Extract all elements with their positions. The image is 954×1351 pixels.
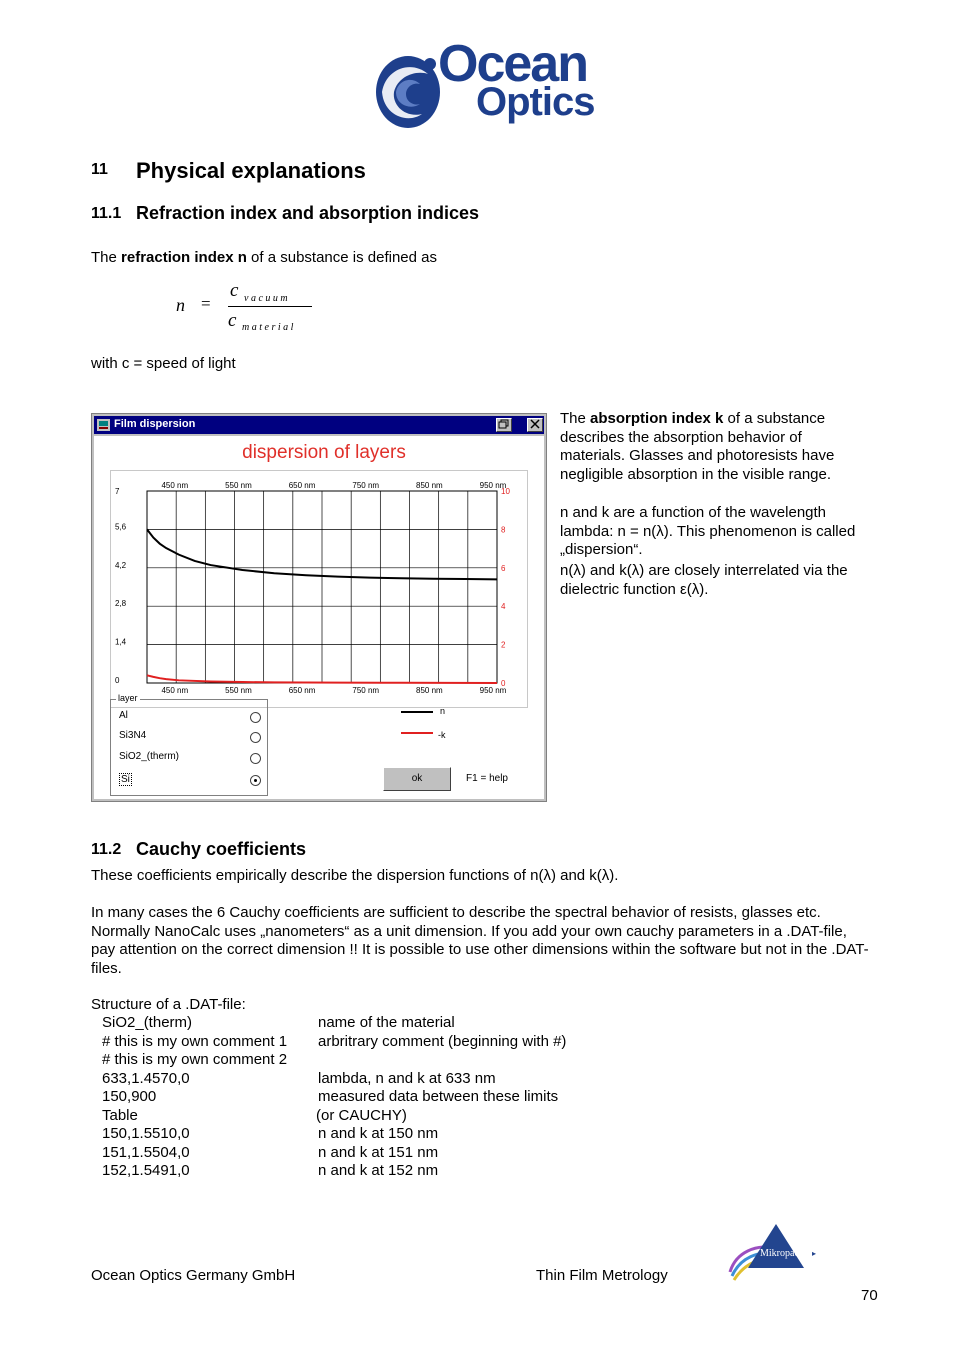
y-right-tick-label: 6 [501, 563, 506, 573]
restore-icon [498, 419, 510, 429]
formula-numerator-sub: v a c u u m [244, 293, 288, 304]
ok-button[interactable]: ok [383, 767, 451, 791]
help-hint: F1 = help [466, 773, 508, 784]
absorption-post: of a substance describes the absorption behavior of materials. Glasses and photoresists have negligible absorption in the visible range. [560, 410, 835, 483]
dat-line-code: SiO2_(therm) [102, 1014, 193, 1031]
app-icon [97, 419, 110, 431]
dat-line-code: 152,1.5491,0 [102, 1162, 190, 1179]
y-right-tick-label: 2 [501, 640, 506, 650]
absorption-pre: The [560, 410, 591, 427]
logo-word-ocean: Ocean [438, 35, 587, 93]
dispersion-chart [110, 470, 528, 708]
logo-swirl-icon [372, 48, 442, 132]
close-button[interactable] [527, 418, 543, 432]
refraction-formula [176, 278, 316, 338]
dispersion-paragraph: n and k are a function of the wavelength lambda: n = n(λ). This phenomenon is called „dispersion“. [560, 504, 856, 558]
layer-radio-al[interactable] [250, 712, 261, 723]
dat-line-code: 150,1.5510,0 [102, 1125, 190, 1142]
x-bottom-tick-label: 550 nm [225, 686, 252, 695]
formula-lhs: n [176, 295, 185, 315]
dat-line-description: lambda, n and k at 633 nm [318, 1069, 496, 1087]
intro-bold: refraction index n [121, 249, 247, 266]
y-right-tick-label: 4 [501, 602, 506, 612]
layer-label-si3n4: Si3N4 [119, 730, 147, 741]
legend-swatch-n [401, 711, 433, 713]
x-top-tick-label: 450 nm [161, 481, 189, 490]
absorption-paragraph [560, 410, 860, 484]
x-bottom-tick-label: 650 nm [288, 686, 316, 695]
x-top-tick-label: 750 nm [352, 481, 380, 490]
y-left-tick-label: 4,2 [115, 560, 127, 570]
formula-equals: = [201, 294, 211, 313]
dat-line-code: 150,900 [102, 1088, 157, 1105]
layer-radio-si[interactable] [250, 775, 261, 786]
y-left-tick-label: 2,8 [115, 599, 127, 609]
layer-groupbox [110, 693, 268, 796]
film-dispersion-dialog [91, 413, 547, 802]
dat-line-description: n and k at 152 nm [318, 1162, 439, 1179]
dat-line-description: n and k at 151 nm [318, 1143, 439, 1161]
dialog-body [94, 436, 544, 799]
ocean-optics-logo [372, 35, 596, 132]
intro-paragraph [91, 249, 437, 268]
footer-topic: Thin Film Metrology [536, 1267, 668, 1284]
layer-label-al: Al [119, 710, 128, 721]
subsection2-number: 11.2 [91, 841, 122, 858]
page-number: 70 [861, 1287, 878, 1304]
dat-line-code: # this is my own comment 2 [102, 1051, 288, 1068]
y-left-tick-label: 1,4 [115, 637, 127, 647]
layer-radio-si3n4[interactable] [250, 732, 261, 743]
formula-numerator: c [230, 280, 239, 301]
dialog-title: Film dispersion [114, 418, 196, 430]
formula-denominator-sub: m a t e r i a l [242, 322, 294, 333]
dat-line-description: arbritrary comment (beginning with #) [318, 1032, 567, 1050]
layer-group-label: layer [118, 693, 138, 703]
y-left-tick-label: 0 [115, 676, 120, 685]
y-right-tick-label: 8 [501, 525, 506, 535]
x-top-tick-label: 950 nm [479, 481, 507, 490]
y-right-tick-label: 10 [501, 487, 510, 496]
legend-label-n: n [440, 706, 446, 716]
dat-line-description: n and k at 150 nm [318, 1125, 439, 1142]
y-right-tick-label: 0 [501, 679, 506, 688]
dat-line-code: 633,1.4570,0 [102, 1069, 190, 1087]
dispersion-chart-svg [111, 471, 527, 707]
restore-button[interactable] [496, 418, 512, 432]
dat-line-code: 151,1.5504,0 [102, 1143, 190, 1161]
chart-title: dispersion of layers [242, 442, 406, 463]
mikropack-logo [726, 1222, 822, 1282]
section-title: Physical explanations [136, 158, 366, 183]
layer-radio-sio2[interactable] [250, 753, 261, 764]
subsection1-title: Refraction index and absorption indices [136, 203, 480, 223]
x-top-tick-label: 650 nm [288, 481, 316, 490]
structure-title: Structure of a .DAT-file: [91, 996, 246, 1013]
logo-word-optics: Optics [476, 80, 595, 124]
x-top-tick-label: 850 nm [416, 481, 443, 490]
legend-swatch-k [401, 732, 433, 734]
y-left-tick-label: 7 [115, 487, 120, 496]
intro-post: of a substance is defined as [246, 249, 437, 266]
section-number: 11 [91, 161, 108, 178]
section-heading [91, 161, 108, 179]
footer-company: Ocean Optics Germany GmbH [91, 1267, 296, 1284]
dat-line-description: (or CAUCHY) [316, 1106, 407, 1124]
dat-line-description: measured data between these limits [318, 1088, 559, 1105]
dat-line-code: # this is my own comment 1 [102, 1032, 288, 1050]
dielectric-paragraph: n(λ) and k(λ) are closely interrelated via the dielectric function ε(λ). [560, 562, 848, 598]
intro-pre: The [91, 249, 122, 266]
layer-label-si: Si [121, 774, 130, 785]
subsection1-number: 11.1 [91, 205, 122, 222]
x-bottom-tick-label: 950 nm [479, 686, 507, 695]
x-bottom-tick-label: 750 nm [352, 686, 380, 695]
subsection2-title: Cauchy coefficients [136, 839, 307, 859]
mikropack-arrow-icon: ▸ [812, 1249, 817, 1258]
x-bottom-tick-label: 850 nm [416, 686, 443, 695]
dat-line-description: name of the material [318, 1014, 455, 1031]
y-left-tick-label: 5,6 [115, 522, 127, 532]
x-bottom-tick-label: 450 nm [161, 686, 189, 695]
speed-of-light-note: with c = speed of light [91, 355, 236, 372]
mikropack-text: Mikropack [760, 1248, 804, 1259]
formula-denominator: c [228, 310, 237, 331]
cauchy-paragraph-2: In many cases the 6 Cauchy coefficients are sufficient to describe the spectral behavior of resists, glasses etc. Normally NanoCalc uses „nanometers“ as a unit dimension. If you add your own cauchy parameters in a .DAT-file, pay attention on the correct dimension !! It is possible to use other dimensions within the software but not in the .DAT-files. [91, 904, 869, 977]
legend-label-k: -k [438, 730, 446, 740]
x-top-tick-label: 550 nm [225, 481, 252, 490]
absorption-bold: absorption index k [590, 410, 724, 427]
dialog-titlebar [94, 416, 544, 434]
dat-line-code: Table [102, 1106, 138, 1124]
close-icon [529, 419, 541, 429]
cauchy-paragraph-1: These coefficients empirically describe the dispersion functions of n(λ) and k(λ). [91, 867, 619, 884]
formula-fraction-bar [228, 306, 312, 307]
radio-selected-dot [254, 779, 257, 782]
layer-label-sio2: SiO2_(therm) [119, 751, 180, 762]
